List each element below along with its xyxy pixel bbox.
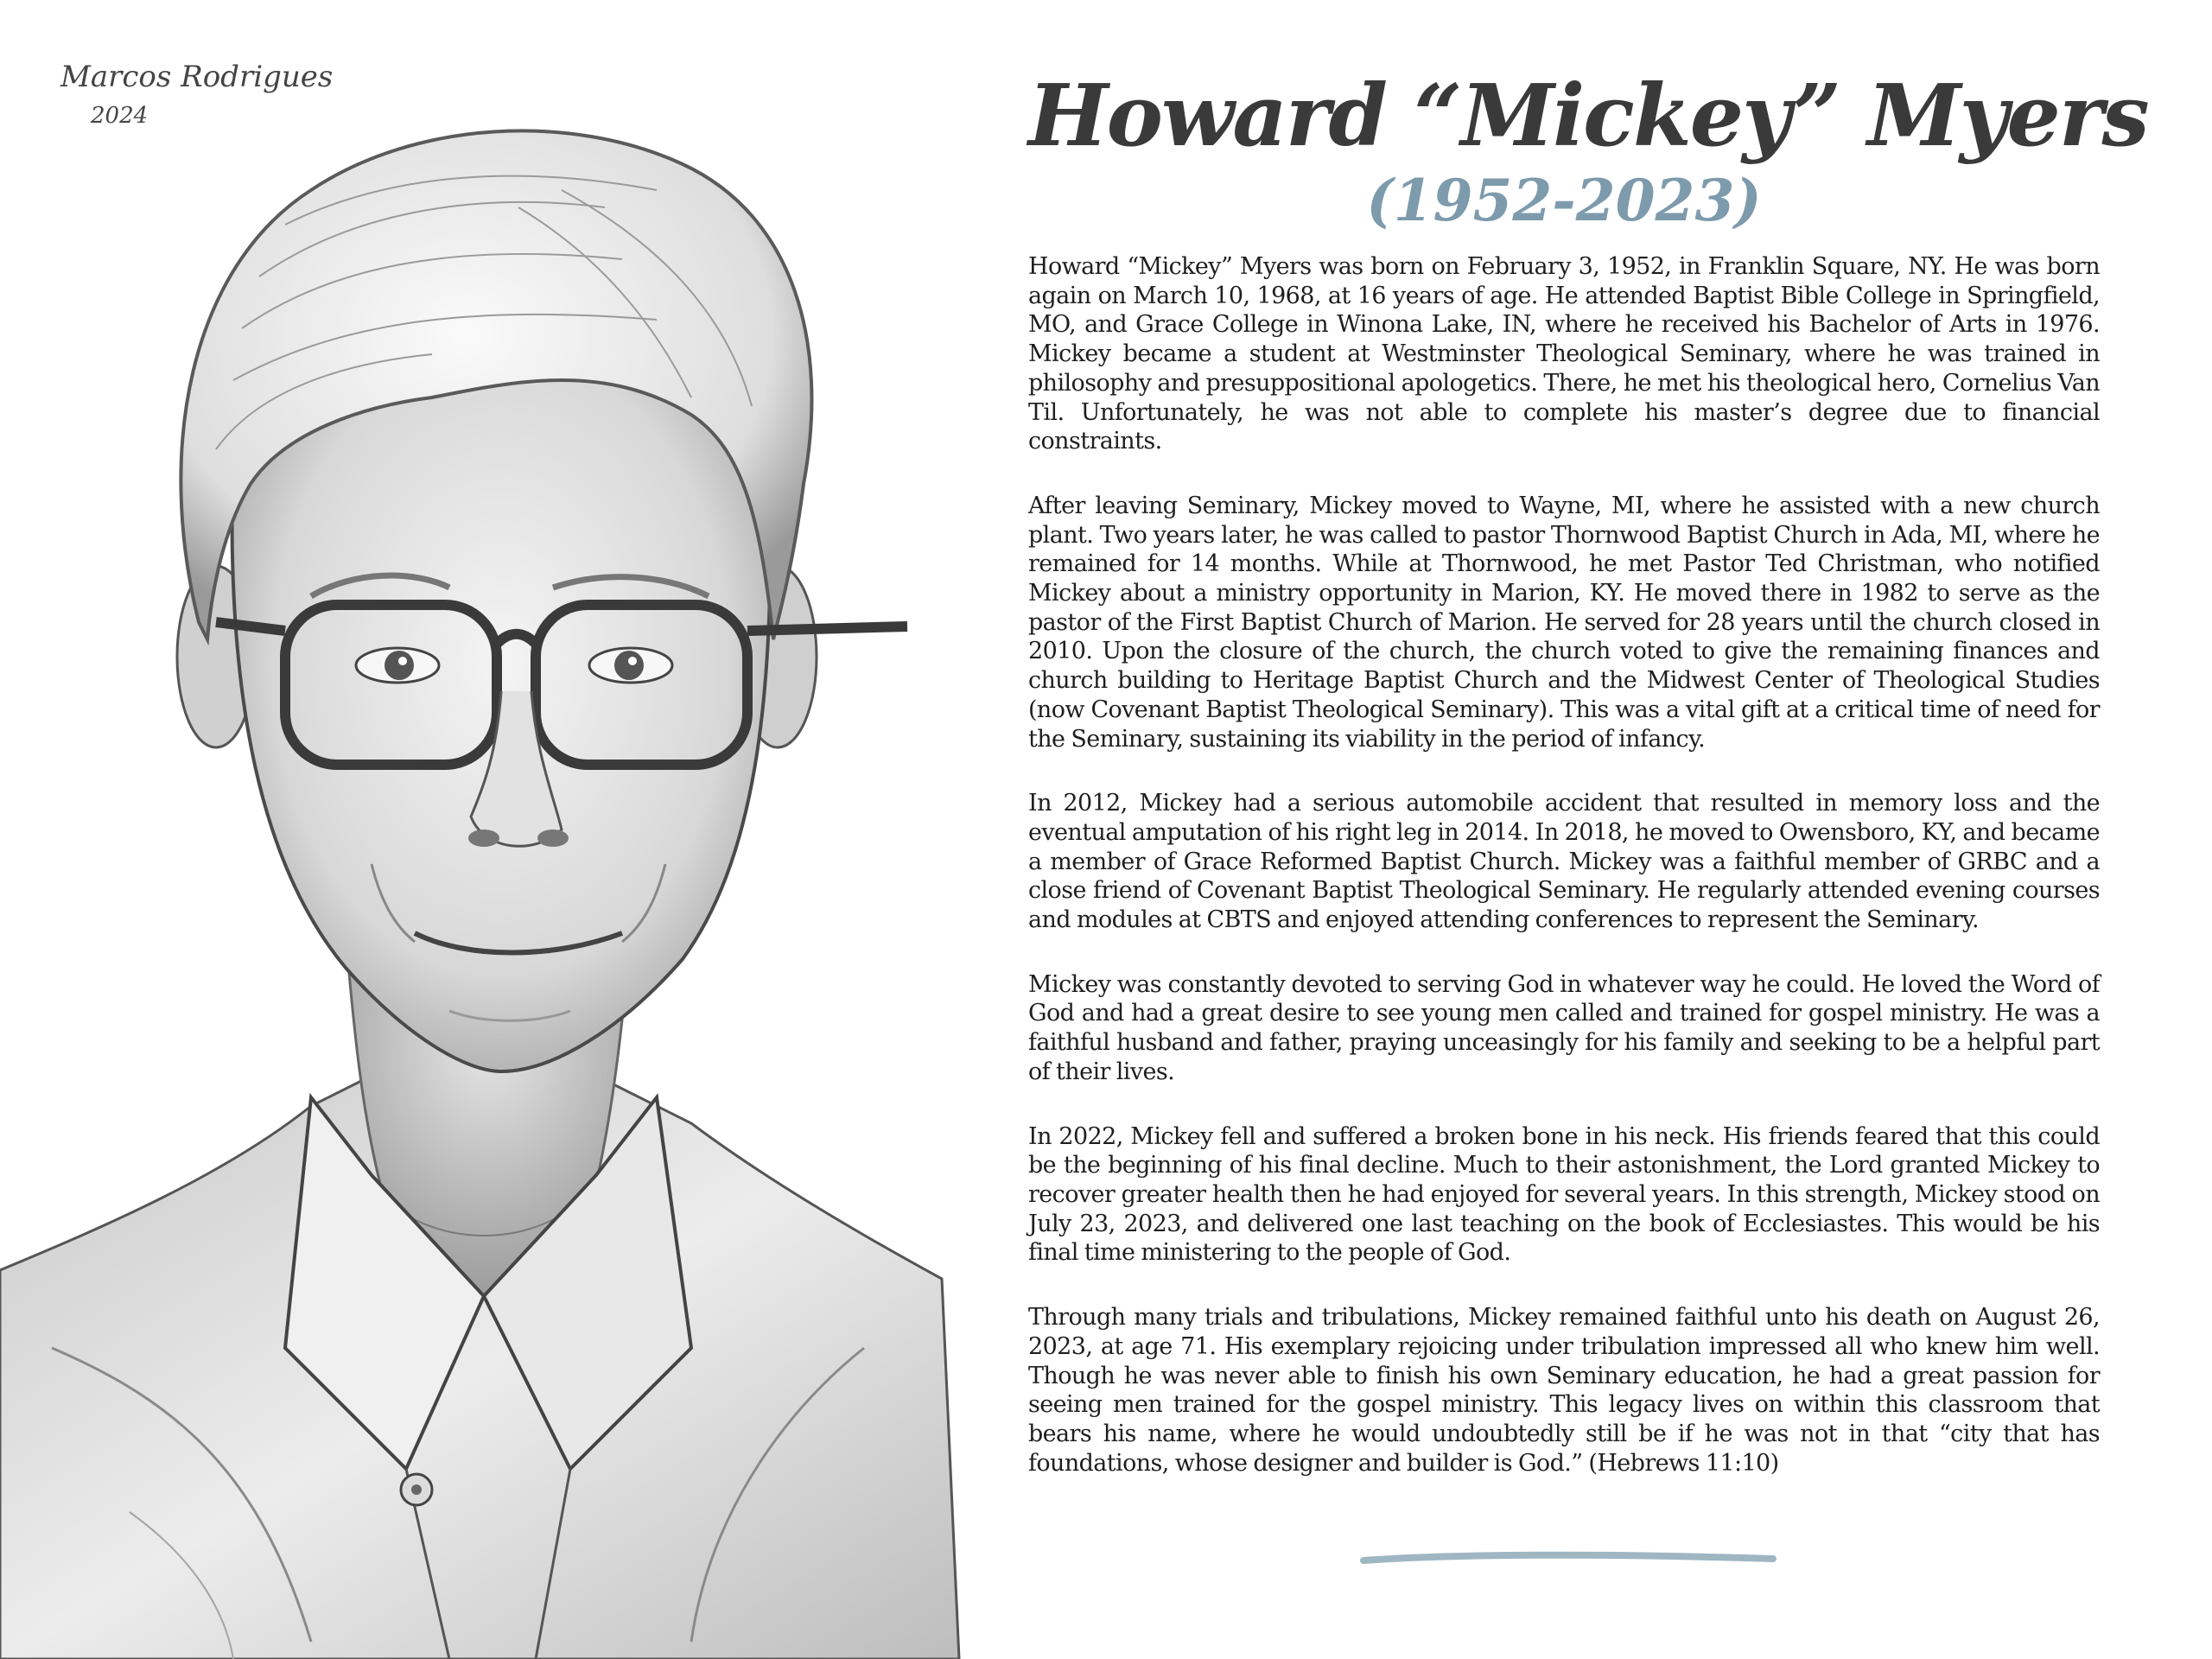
bio-paragraph: Mickey was constantly devoted to serving God in whatever way he could. He loved the Word of God and had a great desire to see young men called and trained for gospel ministry. He was a faithful husband and father, praying unceasingly for his family and seeking to be a helpful part of their lives. xyxy=(1028,970,2100,1085)
artist-signature xyxy=(60,52,334,138)
divider-swash xyxy=(1357,1547,1780,1573)
signature-year: 2024 xyxy=(91,103,149,129)
portrait-drawing xyxy=(0,0,959,1659)
bio-paragraph: In 2022, Mickey fell and suffered a broken bone in his neck. His friends feared that this could be the beginning of his final decline. Much to their astonishment, the Lord granted Mickey to recover greater health then he had enjoyed for several years. In this strength, Mickey stood on July 23, 2023, and delivered one last teaching on the book of Ecclesiastes. This would be his final time ministering to the people of God. xyxy=(1028,1122,2100,1267)
bio-paragraph: Through many trials and tribulations, Mickey remained faithful unto his death on August 26, 2023, at age 71. His exemplary rejoicing under tribulation impressed all who knew him well. Though he was never able to finish his own Seminary education, he had a great passion for seeing men trained for the gospel ministry. This legacy lives on within this classroom that bears his name, where he would undoubtedly still be if he was not in that “city that has foundations, whose designer and builder is God.” (Hebrews 11:10) xyxy=(1028,1304,2100,1477)
biography-panel xyxy=(1028,0,2148,1659)
biography-body xyxy=(1028,252,2100,1513)
bio-paragraph: Howard “Mickey” Myers was born on February 3, 1952, in Franklin Square, NY. He was born again on March 10, 1968, at 16 years of age. He attended Baptist Bible College in Springfield, MO, and Grace College in Winona Lake, IN, where he received his Bachelor of Arts in 1976. Mickey became a student at Westminster Theological Seminary, where he was trained in philosophy and presuppositional apologetics. There, he met his theological hero, Cornelius Van Til. Unfortunately, he was not able to complete his master’s degree due to financial constraints. xyxy=(1028,253,2100,455)
bio-paragraph: In 2012, Mickey had a serious automobile accident that resulted in memory loss and the eventual amputation of his right leg in 2014. In 2018, he moved to Owensboro, KY, and became a member of Grace Reformed Baptist Church. Mickey was a faithful member of GRBC and a close friend of Covenant Baptist Theological Seminary. He regularly attended evening courses and modules at CBTS and enjoyed attending conferences to represent the Seminary. xyxy=(1028,790,2100,934)
page-title: Howard “Mickey” Myers xyxy=(1028,67,2148,166)
signature-name: Marcos Rodrigues xyxy=(60,60,334,94)
life-years: (1952-2023) xyxy=(1366,167,1762,234)
bio-paragraph: After leaving Seminary, Mickey moved to Wayne, MI, where he assisted with a new church plant. Two years later, he was called to pastor Thornwood Baptist Church in Ada, MI, where he remained for 14 months. While at Thornwood, he met Pastor Ted Christman, who notified Mickey about a ministry opportunity in Marion, KY. He moved there in 1982 to serve as the pastor of the First Baptist Church of Marion. He served for 28 years until the church closed in 2010. Upon the closure of the church, the church voted to give the remaining finances and church building to Heritage Baptist Church and the Midwest Center of Theological Studies (now Covenant Baptist Theological Seminary). This was a vital gift at a critical time of need for the Seminary, sustaining its viability in the period of infancy. xyxy=(1028,492,2100,753)
